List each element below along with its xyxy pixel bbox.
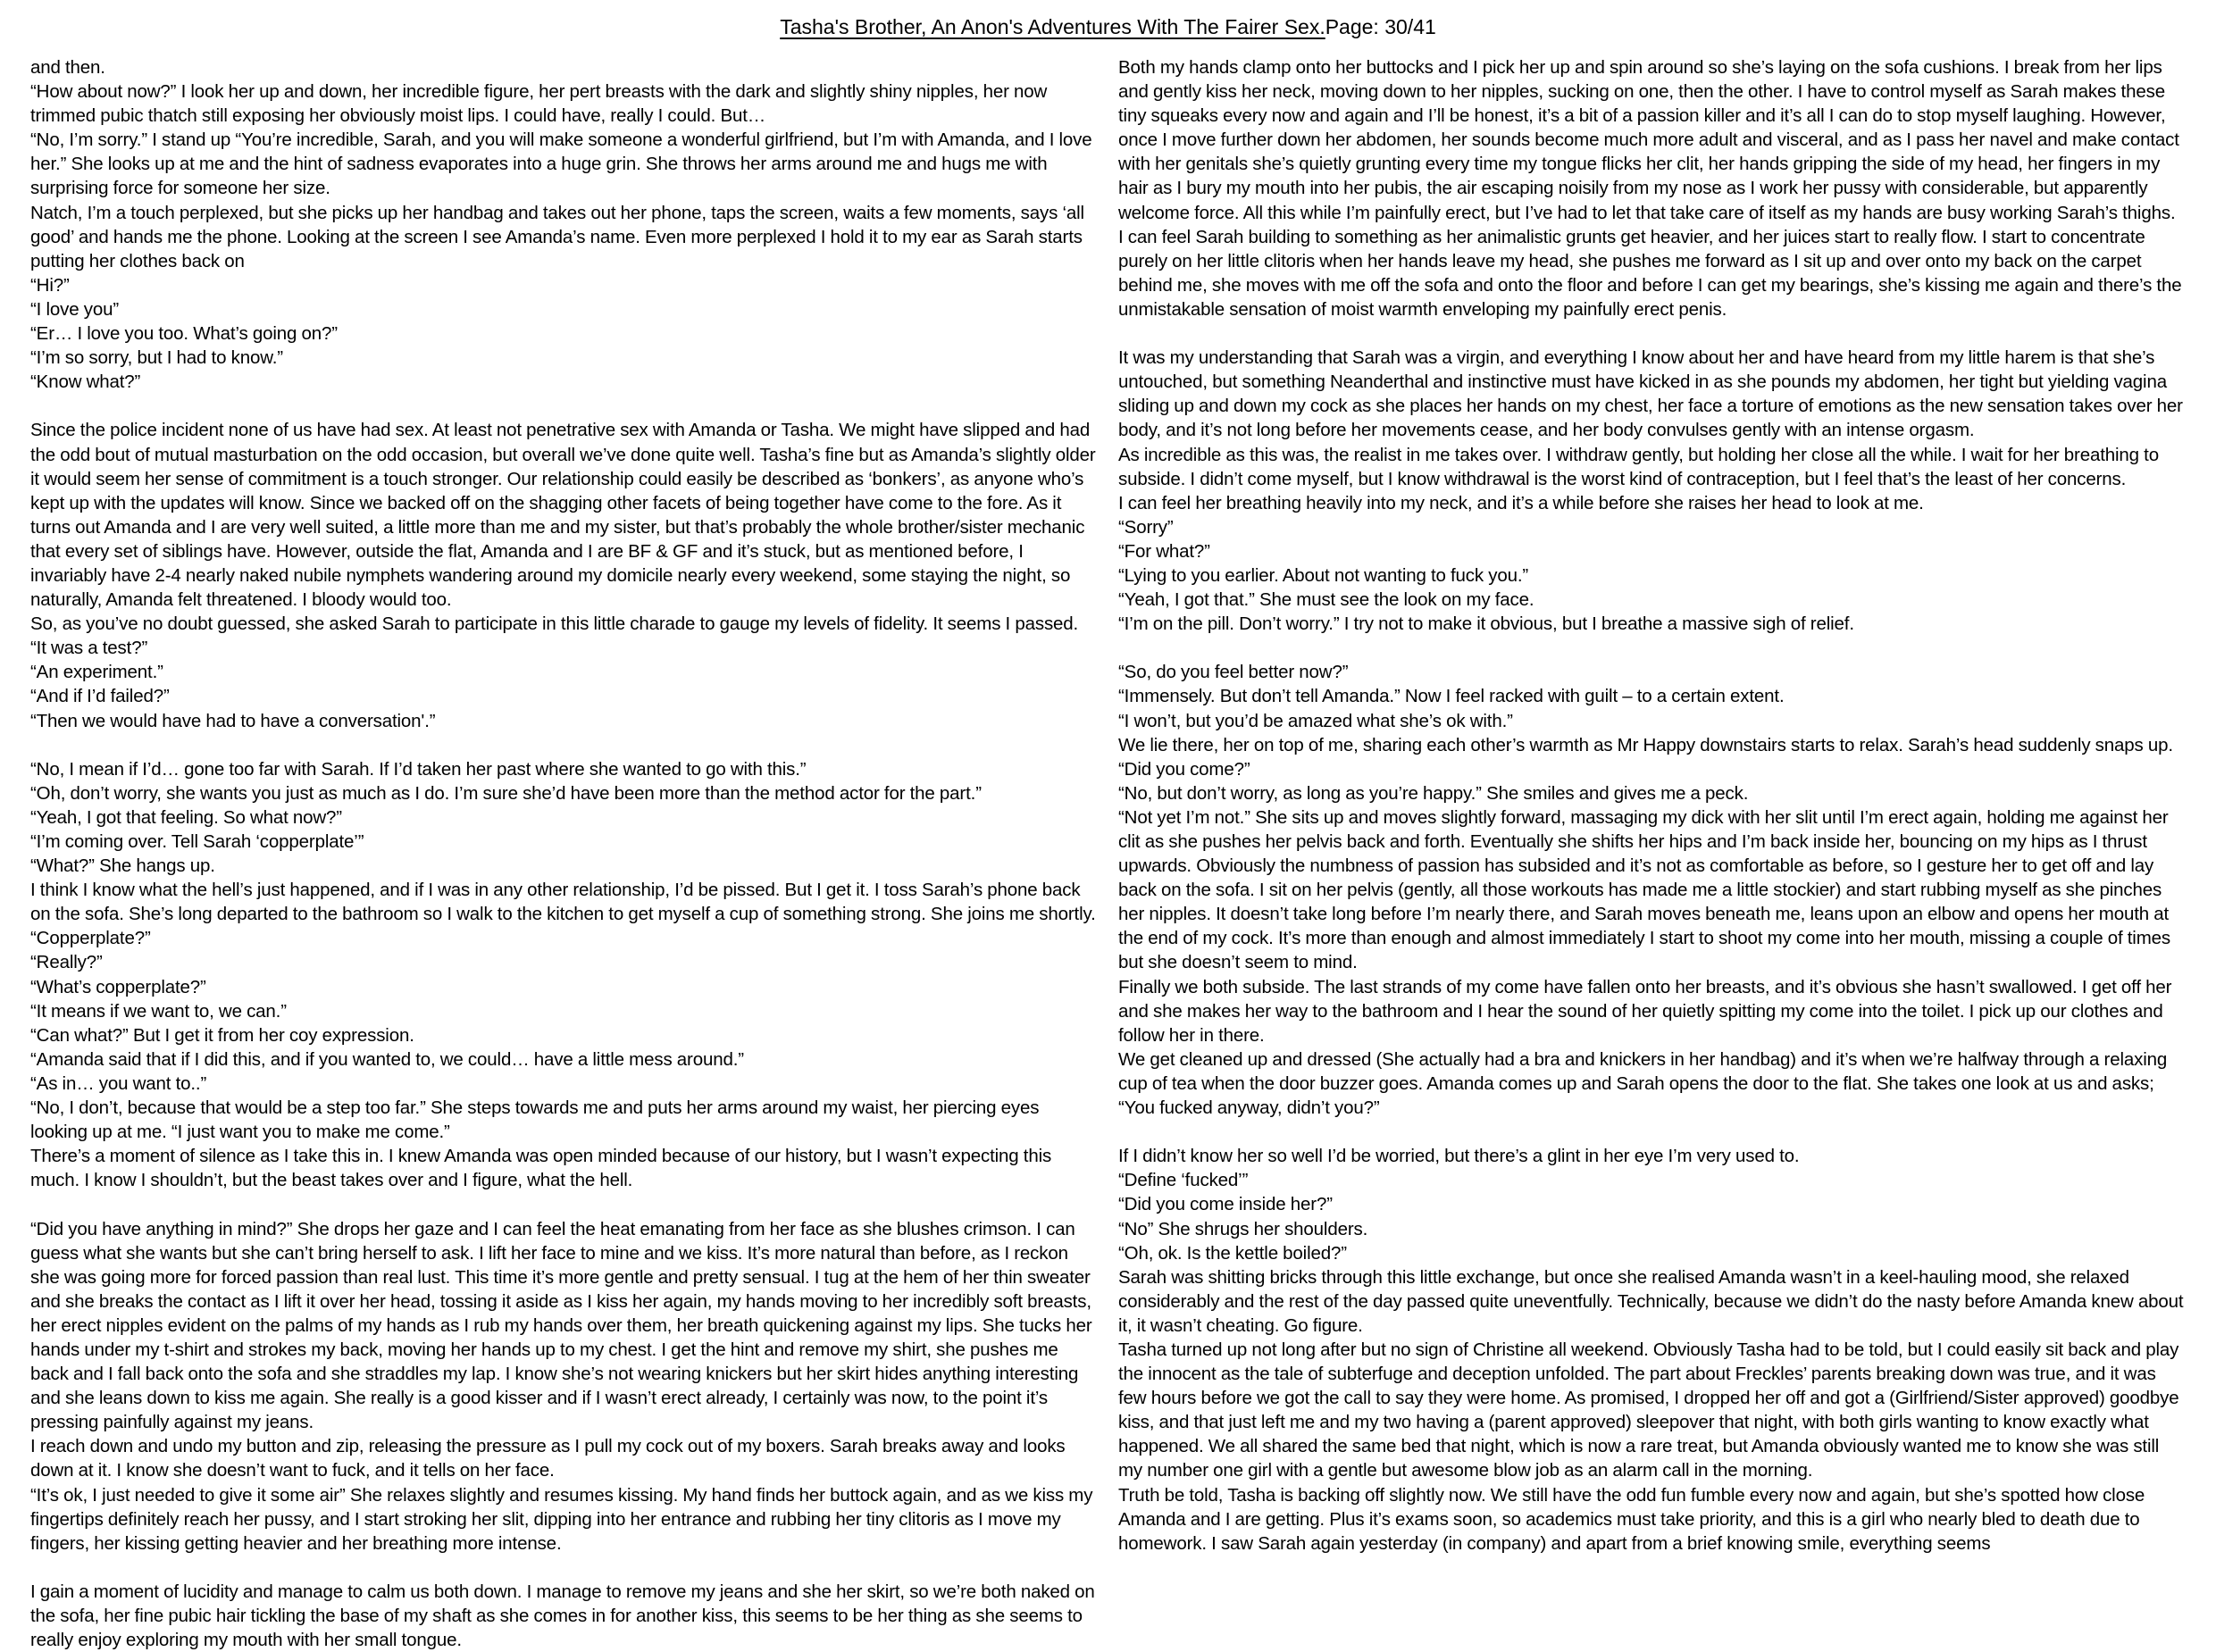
paragraph-block: “No, I mean if I’d… gone too far with Sarah. If I’d taken her past where she wanted to go with this.” “Oh, don’t worry, she wants you just as much as I do. I’m sure she’d have been more than the method actor for the part.” “Yeah, I got that feeling. So what now?” “I’m coming over. Tell Sarah ‘copperplate’” “What?” She hangs up. I think I know what the hell’s just happened, and if I was in any other relationship, I’d be pissed. But I get it. I toss Sarah’s phone back on the sofa. She’s long departed to the bathroom so I walk to the kitchen to get myself a cup of something strong. She joins me shortly. “Copperplate?” “Really?” “What’s copperplate?” “It means if we want to, we can.” “Can what?” But I get it from her coy expression. “Amanda said that if I did this, and if you wanted to, we could… have a little mess around.” “As in… you want to..” “No, I don’t, because that would be a step too far.” She steps towards me and puts her arms around my waist, her piercing eyes looking up at me. “I just want you to make me come.” There’s a moment of silence as I take this in. I knew Amanda was open minded because of our history, but I wasn’t expecting this much. I know I shouldn’t, but the beast takes over and I figure, what the hell.	[30, 758, 1096, 1191]
paragraph-block: and then. “How about now?” I look her up and down, her incredible figure, her pert breasts with the dark and slightly shiny nipples, her now trimmed pubic thatch still exposing her obviously moist lips. I could have, really I could. But… “No, I’m sorry.” I stand up “You’re incredible, Sarah, and you will make someone a wonderful girlfriend, but I’m with Amanda, and I love her.” She looks up at me and the hint of sadness evaporates into a huge grin. She throws her arms around me and hugs me with surprising force for someone her size. Natch, I’m a touch perplexed, but she picks up her handbag and takes out her phone, taps the screen, waits a few moments, says ‘all good’ and hands me the phone. Looking at the screen I see Amanda’s name. Even more perplexed I hold it to my ear as Sarah starts putting her clothes back on “Hi?” “I love you” “Er… I love you too. What’s going on?” “I’m so sorry, but I had to know.” “Know what?”	[30, 57, 1092, 393]
paragraph-block: Both my hands clamp onto her buttocks and I pick her up and spin around so she’s laying on the sofa cushions. I break from her lips and gently kiss her neck, moving down to her nipples, sucking on one, then the other. I have to control myself as Sarah makes these tiny squeaks every now and again and I’ll be honest, it’s a bit of a passion killer and it’s all I can do to stop myself laughing. However, once I move further down her abdomen, her sounds become much more adult and visceral, and as I pass her navel and make contact with her genitals she’s quietly grunting every time my tongue flicks her clit, her hands gripping the side of my head, her fingers in my hair as I bury my mouth into her pubis, the air escaping noisily from my nose as I work her pussy with considerable, but apparently welcome force. All this while I’m painfully erect, but I’ve had to let that take care of itself as my hands are busy working Sarah’s thighs. I can feel Sarah building to something as her animalistic grunts get heavier, and her juices start to really flow. I start to concentrate purely on her little clitoris when her hands leave my head, she pushes me forward as I sit up and over onto my back on the carpet behind me, she moves with me off the sofa and onto the floor and before I can get my bearings, she’s kissing me again and there’s the unmistakable sensation of moist warmth enveloping my painfully erect penis.	[1118, 57, 2182, 320]
paragraph-block: Since the police incident none of us have had sex. At least not penetrative sex with Amanda or Tasha. We might have slipped and had the odd bout of mutual masturbation on the odd occasion, but overall we’ve done quite well. Tasha’s fine but as Amanda’s slightly older it would seem her sense of commitment is a touch stronger. Our relationship could easily be described as ‘bonkers’, as anyone who’s kept up with the updates will know. Since we backed off on the shagging other facets of being together have come to the fore. As it turns out Amanda and I are very well suited, a little more than me and my sister, but that’s probably the whole brother/sister mechanic that every set of siblings have. However, outside the flat, Amanda and I are BF & GF and it’s stuck, but as mentioned before, I invariably have 2-4 nearly naked nubile nymphets wandering around my domicile nearly every weekend, some staying the night, so naturally, Amanda felt threatened. I bloody would too. So, as you’ve no doubt guessed, she asked Sarah to participate in this little charade to gauge my levels of fidelity. It seems I passed. “It was a test?” “An experiment.” “And if I’d failed?” “Then we would have had to have a conversation'.”	[30, 420, 1096, 731]
page-number: Page: 30/41	[1325, 15, 1436, 38]
paragraph-spacer	[1118, 636, 2185, 660]
right-column	[1118, 55, 2185, 1556]
paragraph-spacer	[30, 394, 1097, 418]
paragraph-spacer	[1118, 321, 2185, 346]
paragraph-spacer	[30, 1556, 1097, 1580]
paragraph-spacer	[1118, 1120, 2185, 1144]
paragraph-block: If I didn’t know her so well I’d be worried, but there’s a glint in her eye I’m very used to. “Define ‘fucked’” “Did you come inside her?” “No” She shrugs her shoulders. “Oh, ok. Is the kettle boiled?” Sarah was shitting bricks through this little exchange, but once she realised Amanda wasn’t in a keel-hauling mood, she relaxed considerably and the rest of the day passed quite uneventfully. Technically, because we didn’t do the nasty before Amanda knew about it, it wasn’t cheating. Go figure. Tasha turned up not long after but no sign of Christine all weekend. Obviously Tasha had to be told, but I could easily sit back and play the innocent as the tale of subterfuge and deception unfolded. The part about Freckles’ parents breaking down was true, and it was few hours before we got the call to say they were home. As promised, I dropped her off and got a (Girlfriend/Sister approved) goodbye kiss, and that just left me and my two having a (parent approved) sleepover that night, with both girls wanting to know exactly what happened. We all shared the same bed that night, which is now a rare treat, but Amanda obviously wanted me to know she was still my number one girl with a gentle but awesome blow job as an alarm call in the morning. Truth be told, Tasha is backing off slightly now. We still have the odd fun fumble every now and again, but she’s spotted how close Amanda and I are getting. Plus it’s exams soon, so academics must take priority, and this is a girl who nearly bled to death due to homework. I saw Sarah again yesterday (in company) and apart from a brief knowing smile, everything seems	[1118, 1146, 2184, 1554]
paragraph-block: It was my understanding that Sarah was a virgin, and everything I know about her and have heard from my little harem is that she’s untouched, but something Neanderthal and instinctive must have kicked in as she pounds my abdomen, her tight but yielding vagina sliding up and down my cock as she places her hands on my chest, her face a torture of emotions as the new sensation takes over her body, and it’s not long before her movements cease, and her body convulses gently with an intense orgasm. As incredible as this was, the realist in me takes over. I withdraw gently, but holding her close all the while. I wait for her breathing to subside. I didn’t come myself, but I know withdrawal is the worst kind of contraception, but I feel that’s the least of her concerns. I can feel her breathing heavily into my neck, and it’s a while before she raises her head to look at me. “Sorry” “For what?” “Lying to you earlier. About not wanting to fuck you.” “Yeah, I got that.” She must see the look on my face. “I’m on the pill. Don’t worry.” I try not to make it obvious, but I breathe a massive sigh of relief.	[1118, 347, 2183, 635]
paragraph-block: I gain a moment of lucidity and manage to calm us both down. I manage to remove my jeans and she her skirt, so we’re both naked on the sofa, her fine pubic hair tickling the base of my shaft as she comes in for another kiss, this seems to be her thing as she seems to really enjoy exploring my mouth with her small tongue.	[30, 1581, 1095, 1651]
paragraph-spacer	[30, 1192, 1097, 1216]
page-header	[0, 0, 2216, 40]
left-column	[30, 55, 1097, 1652]
paragraph-block: “Did you have anything in mind?” She drops her gaze and I can feel the heat emanating from her face as she blushes crimson. I can guess what she wants but she can’t bring herself to ask. I lift her face to mine and we kiss. It’s more natural than before, as I reckon she was going more for forced passion than real lust. This time it’s more gentle and pretty sensual. I tug at the hem of her thin sweater and she breaks the contact as I lift it over her head, tossing it aside as I kiss her again, my hands moving to her incredibly soft breasts, her erect nipples evident on the palms of my hands as I rub my hands over them, her breath quickening against my lips. She tucks her hands under my t-shirt and strokes my back, moving her hands up to my chest. I get the hint and remove my shirt, she pushes me back and I fall back onto the sofa and she straddles my lap. I know she’s not wearing knickers but her skirt hides anything interesting and she leans down to kiss me again. She really is a good kisser and if I wasn’t erect already, I certainly was now, to the point it’s pressing painfully against my jeans. I reach down and undo my button and zip, releasing the pressure as I pull my cock out of my boxers. Sarah breaks away and looks down at it. I know she doesn’t want to fuck, and it tells on her face. “It’s ok, I just needed to give it some air” She relaxes slightly and resumes kissing. My hand finds her buttock again, and as we kiss my fingertips definitely reach her pussy, and I start stroking her slit, dipping into her entrance and rubbing her tiny clitoris as I move my fingers, her kissing getting heavier and her breathing more intense.	[30, 1218, 1093, 1554]
document-title: Tasha's Brother, An Anon's Adventures With The Fairer Sex.	[780, 15, 1325, 38]
two-column-body	[0, 55, 2216, 1651]
paragraph-block: “So, do you feel better now?” “Immensely. But don’t tell Amanda.” Now I feel racked with guilt – to a certain extent. “I won’t, but you’d be amazed what she’s ok with.” We lie there, her on top of me, sharing each other’s warmth as Mr Happy downstairs starts to relax. Sarah’s head suddenly snaps up. “Did you come?” “No, but don’t worry, as long as you’re happy.” She smiles and gives me a peck. “Not yet I’m not.” She sits up and moves slightly forward, massaging my dick with her slit until I’m erect again, holding me against her clit as she pushes her pelvis back and forth. Eventually she shifts her hips and I’m back inside her, bouncing on my hips as I thrust upwards. Obviously the numbness of passion has subsided and it’s not as comfortable as before, so I gesture her to get off and lay back on the sofa. I sit on her pelvis (gently, all those workouts has made me a little stockier) and start rubbing myself as she pinches her nipples. It doesn’t take long before I’m nearly there, and Sarah moves beneath me, leans upon an elbow and opens her mouth at the end of my cock. It’s more than enough and almost immediately I start to shoot my come into her mouth, missing a couple of times but she doesn’t seem to mind. Finally we both subside. The last strands of my come have fallen onto her breasts, and it’s obvious she hasn’t swallowed. I get off her and she makes her way to the bathroom and I hear the sound of her quietly spitting my come into the toilet. I pick up our clothes and follow her in there. We get cleaned up and dressed (She actually had a bra and knickers in her handbag) and it’s when we’re halfway through a relaxing cup of tea when the door buzzer goes. Amanda comes up and Sarah opens the door to the flat. She takes one look at us and asks; “You fucked anyway, didn’t you?”	[1118, 662, 2173, 1119]
paragraph-spacer	[30, 733, 1097, 757]
